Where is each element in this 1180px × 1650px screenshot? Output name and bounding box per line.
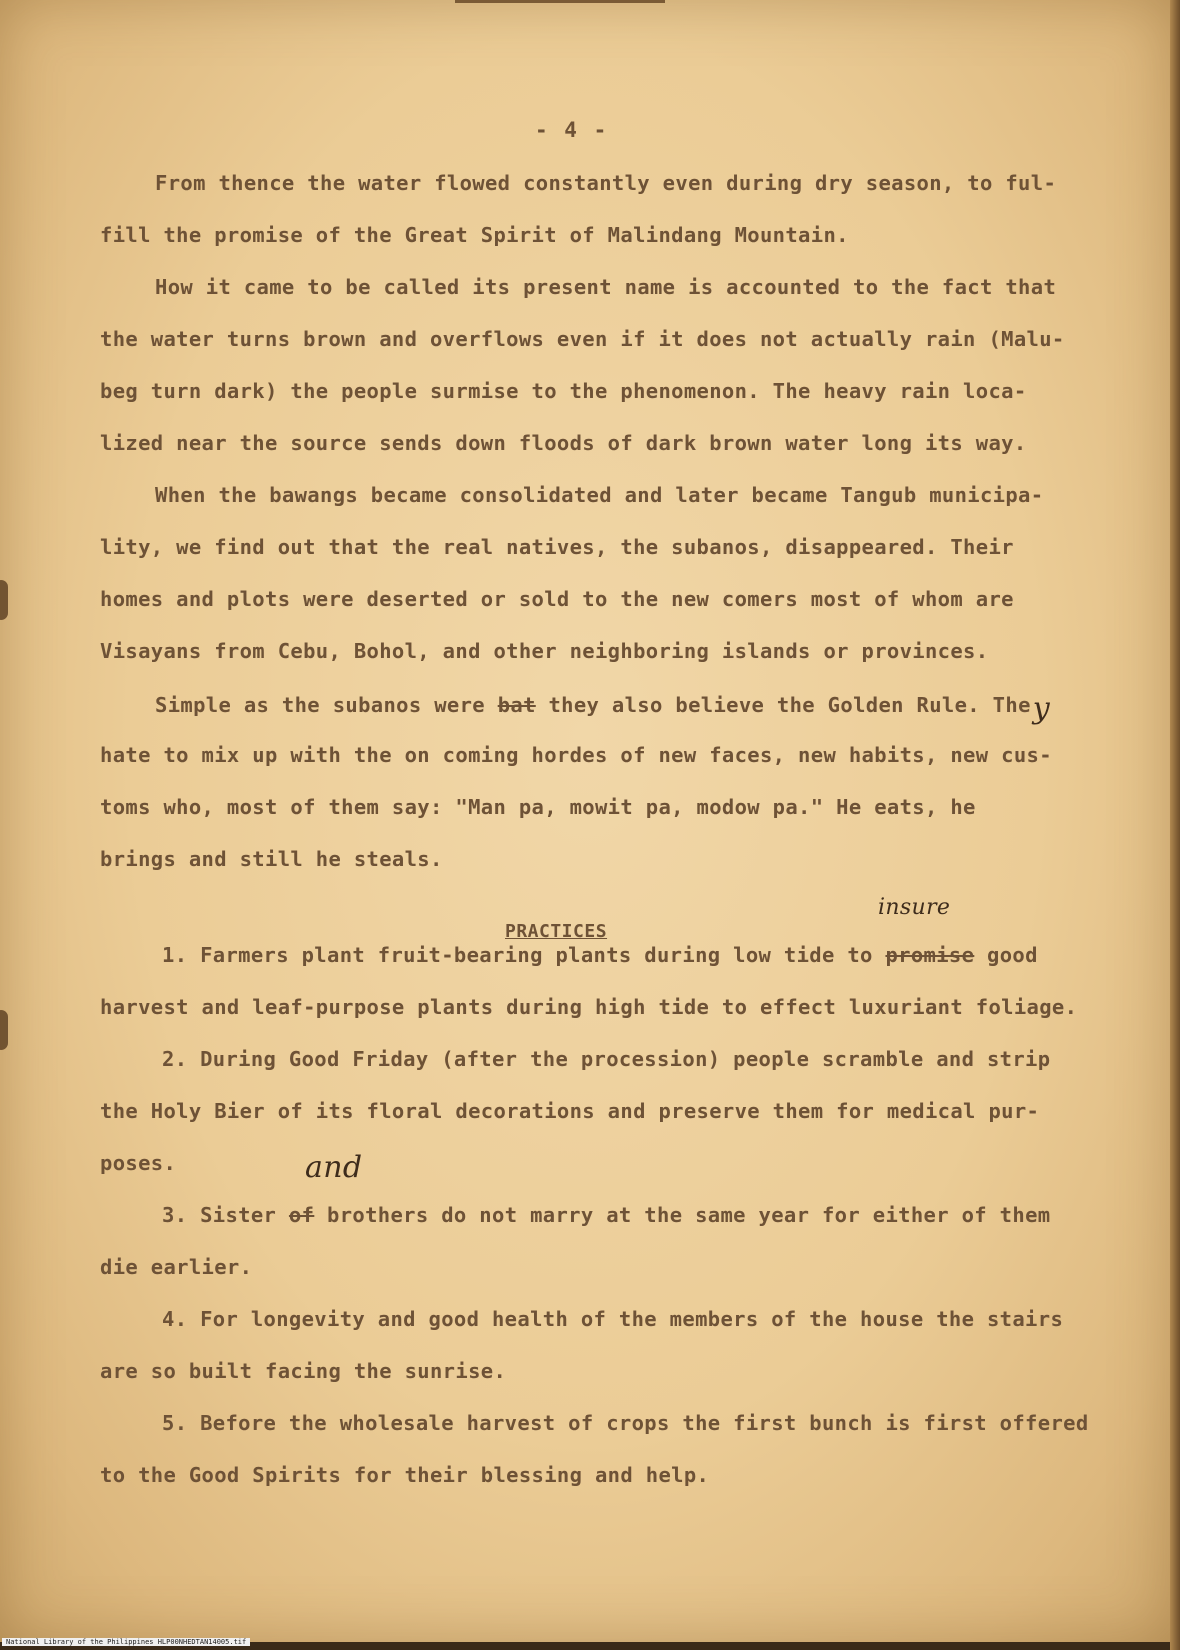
text-line [155, 690, 1051, 726]
text-line: hate to mix up with the on coming hordes of new faces, new habits, new cus- [100, 743, 1052, 767]
struck-word: promise [885, 943, 975, 967]
text-line: lity, we find out that the real natives, the subanos, disappeared. Their [100, 535, 1014, 559]
text-line: poses. [100, 1151, 177, 1175]
text-segment: brothers do not marry at the same year for either of them [314, 1203, 1051, 1227]
handwritten-insertion: insure [878, 895, 951, 920]
text-line: Visayans from Cebu, Bohol, and other neighboring islands or provinces. [100, 639, 989, 663]
binding-hole [0, 580, 8, 620]
text-line: lized near the source sends down floods of dark brown water long its way. [100, 431, 1027, 455]
text-segment: 3. Sister [162, 1203, 289, 1227]
text-line: When the bawangs became consolidated and later became Tangub municipa- [155, 483, 1044, 507]
handwritten-correction: y [1032, 691, 1051, 726]
text-line: How it came to be called its present name is accounted to the fact that [155, 275, 1057, 299]
text-line: beg turn dark) the people surmise to the phenomenon. The heavy rain loca- [100, 379, 1027, 403]
struck-word: of [288, 1203, 315, 1227]
struck-word: bat [497, 693, 536, 717]
text-line: to the Good Spirits for their blessing and help. [100, 1463, 710, 1487]
text-line: die earlier. [100, 1255, 253, 1279]
handwritten-insertion: and [305, 1150, 363, 1185]
text-line: brings and still he steals. [100, 847, 443, 871]
text-line: 5. Before the wholesale harvest of crops the first bunch is first offered [162, 1411, 1089, 1435]
text-segment: 1. Farmers plant fruit-bearing plants during low tide to [162, 943, 886, 967]
text-segment: they also believe the Golden Rule. The [535, 693, 1031, 717]
text-line: homes and plots were deserted or sold to the new comers most of whom are [100, 587, 1014, 611]
text-line: From thence the water flowed constantly even during dry season, to ful- [155, 171, 1057, 195]
section-heading: PRACTICES [505, 921, 608, 942]
top-edge-mark [455, 0, 665, 3]
text-line: are so built facing the sunrise. [100, 1359, 507, 1383]
text-line [162, 942, 1038, 968]
text-segment: Simple as the subanos were [155, 693, 498, 717]
binding-edge [1170, 0, 1180, 1650]
text-line: harvest and leaf-purpose plants during high tide to effect luxuriant foliage. [100, 995, 1078, 1019]
text-line: the water turns brown and overflows even if it does not actually rain (Malu- [100, 327, 1065, 351]
page-number: - 4 - [535, 118, 609, 142]
text-line: fill the promise of the Great Spirit of Malindang Mountain. [100, 223, 849, 247]
binding-hole [0, 1010, 8, 1050]
scan-footer: National Library of the Philippines HLP00NHEDTAN14005.tif [2, 1638, 250, 1646]
text-segment: good [974, 943, 1038, 967]
text-line: 2. During Good Friday (after the procession) people scramble and strip [162, 1047, 1051, 1071]
text-line [162, 1202, 1050, 1228]
text-line: toms who, most of them say: "Man pa, mowit pa, modow pa." He eats, he [100, 795, 976, 819]
text-line: 4. For longevity and good health of the members of the house the stairs [162, 1307, 1064, 1331]
text-line: the Holy Bier of its floral decorations and preserve them for medical pur- [100, 1099, 1040, 1123]
